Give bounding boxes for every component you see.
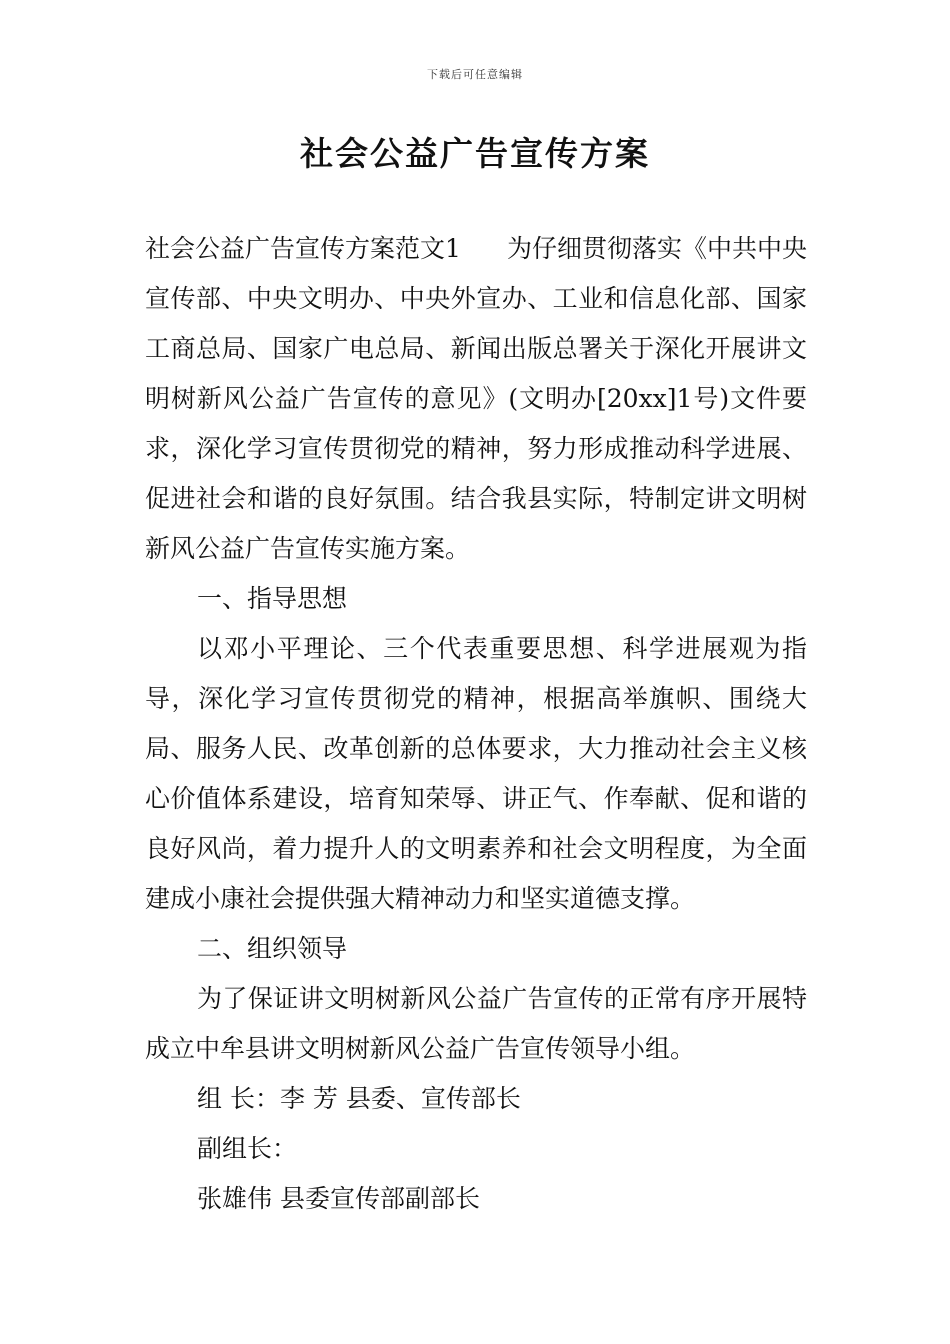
intro-text: 为仔细贯彻落实《中共中央宣传部、中央文明办、中央外宣办、工业和信息化部、国家工商总局、国家广电总局、新闻出版总署关于深化开展讲文明树新风公益广告宣传的意见》(文明办[20xx]1号)文件要求，深化学习宣传贯彻党的精神，努力形成推动科学进展、促进社会和谐的良好氛围。结合我县实际，特制定讲文明树新风公益广告宣传实施方案。 <box>145 234 807 563</box>
deputy-label: 副组长： <box>197 1134 298 1163</box>
intro-label: 社会公益广告宣传方案范文1 <box>145 234 461 263</box>
section1-heading: 一、指导思想 <box>197 584 348 613</box>
section1-paragraph: 以邓小平理论、三个代表重要思想、科学进展观为指导，深化学习宣传贯彻党的精神，根据高举旗帜、围绕大局、服务人民、改革创新的总体要求，大力推动社会主义核心价值体系建设，培育知荣辱、讲正气、作奉献、促和谐的良好风尚，着力提升人的文明素养和社会文明程度，为全面建成小康社会提供强大精神动力和坚实道德支撑。 <box>145 634 807 913</box>
deputy-line: 张雄伟 县委宣传部副部长 <box>197 1184 480 1213</box>
document-title: 社会公益广告宣传方案 <box>300 134 650 173</box>
document-body <box>145 224 807 1224</box>
section2-paragraph: 为了保证讲文明树新风公益广告宣传的正常有序开展特成立中牟县讲文明树新风公益广告宣传领导小组。 <box>145 984 807 1063</box>
header-note: 下载后可任意编辑 <box>427 68 523 81</box>
leader-line: 组 长：李 芳 县委、宣传部长 <box>197 1084 521 1113</box>
intro-paragraph <box>145 224 807 574</box>
section2-heading: 二、组织领导 <box>197 934 348 963</box>
